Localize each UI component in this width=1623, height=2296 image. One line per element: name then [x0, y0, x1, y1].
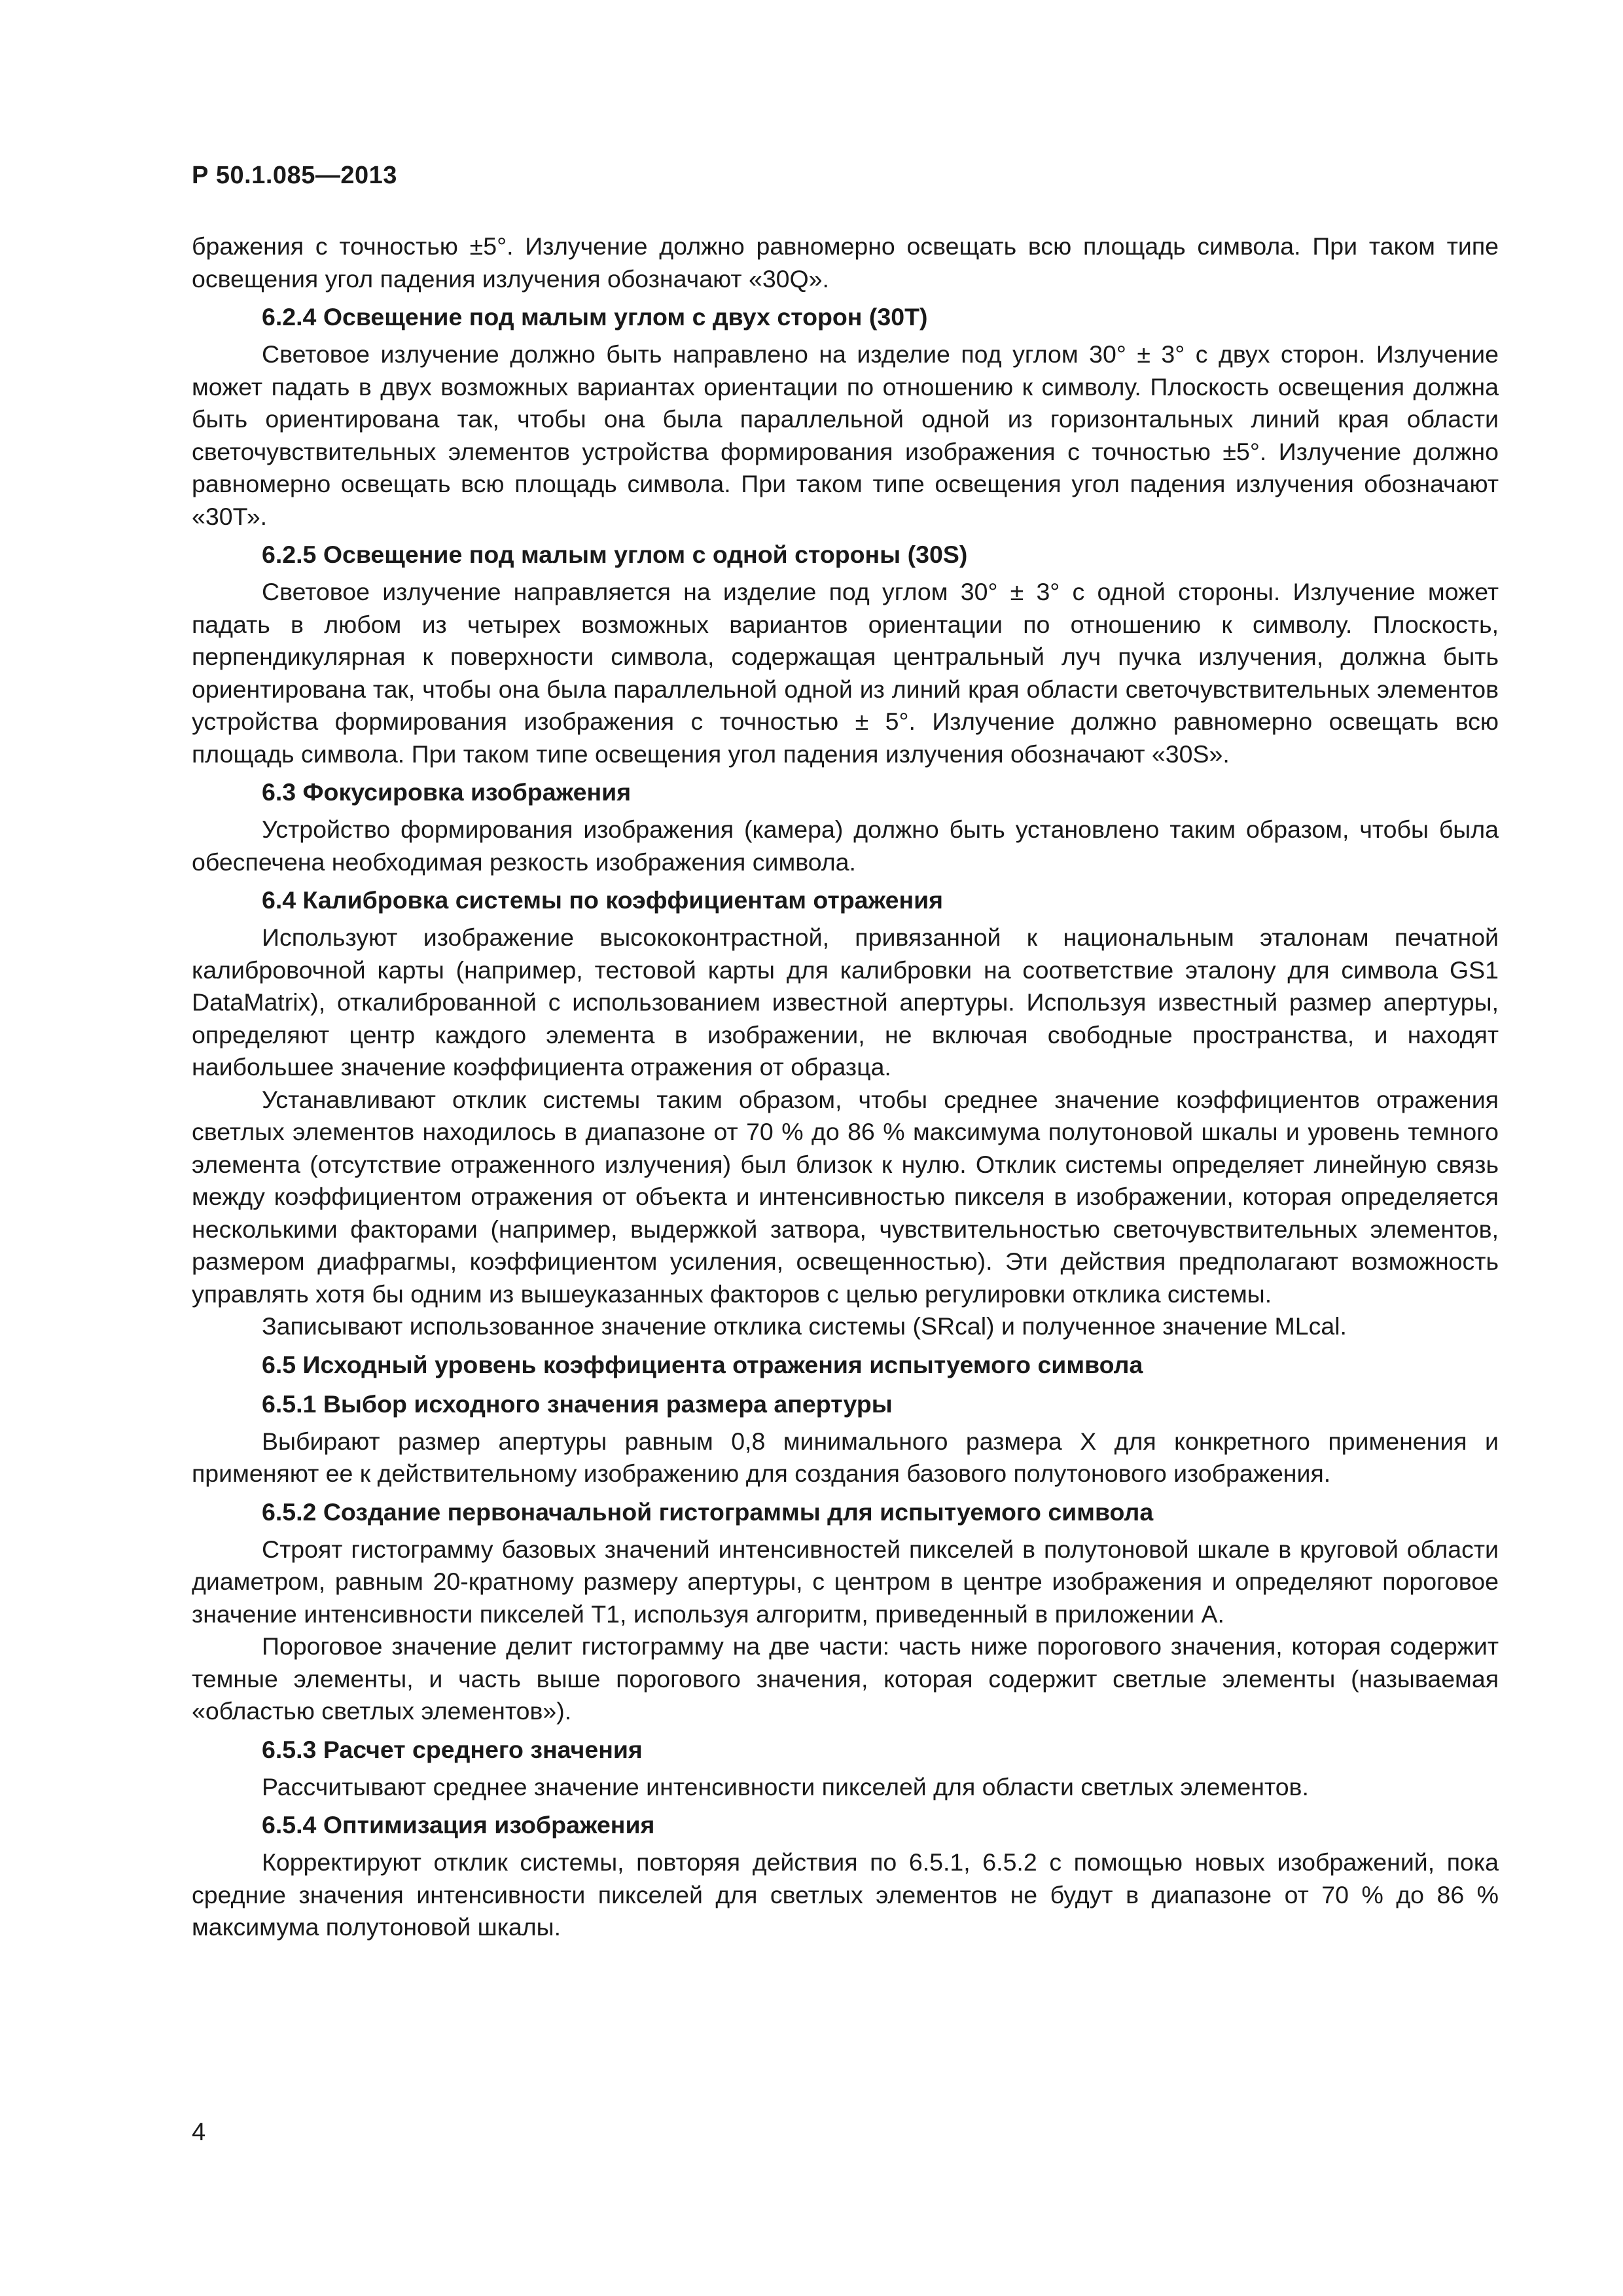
paragraph: бражения с точностью ±5°. Излучение должно равномерно освещать всю площадь символа. При таком типе освещения угол падения излучения обозначают «30Q».	[192, 232, 1499, 293]
paragraph: Устанавливают отклик системы таким образом, чтобы среднее значение коэффициентов отражения светлых элементов находилось в диапазоне от 70 % до 86 % максимума полутоновой шкалы и уровень темного элемента (отсутствие отраженного излучения) был близок к нулю. Отклик системы определяет линейную связь между коэффициентом отражения от объекта и интенсивностью пикселя в изображении, которая определяется несколькими факторами (например, выдержкой затвора, чувствительностью светочувствительных элементов, размером диафрагмы, коэффициентом усиления, освещенностью). Эти действия предполагают возможность управлять хотя бы одним из вышеуказанных факторов с целью регулировки отклика системы.	[192, 1085, 1499, 1308]
section-heading: 6.5.4 Оптимизация изображения	[262, 1811, 655, 1839]
document-body	[192, 230, 1499, 1944]
section-heading: 6.5.2 Создание первоначальной гистограммы для испытуемого символа	[262, 1498, 1154, 1526]
document-code: Р 50.1.085—2013	[192, 162, 397, 189]
paragraph: Рассчитывают среднее значение интенсивности пикселей для области светлых элементов.	[262, 1772, 1309, 1801]
paragraph: Записывают использованное значение отклика системы (SRcal) и полученное значение MLcal.	[262, 1312, 1347, 1340]
section-heading: 6.2.5 Освещение под малым углом с одной стороны (30S)	[262, 541, 968, 568]
section-heading: 6.5 Исходный уровень коэффициента отражения испытуемого символа	[262, 1350, 1143, 1378]
paragraph: Корректируют отклик системы, повторяя действия по 6.5.1, 6.5.2 с помощью новых изображений, пока средние значения интенсивности пикселей для светлых элементов не будут в диапазоне от 70 % до 86 % максимума полутоновой шкалы.	[192, 1848, 1499, 1941]
paragraph: Световое излучение направляется на изделие под углом 30° ± 3° с одной стороны. Излучение может падать в любом из четырех возможных вариантов ориентации по отношению к символу. Плоскость, перпендикулярная к поверхности символа, содержащая центральный луч пучка излучения, должна быть ориентирована так, чтобы она была параллельной одной из линий края области светочувствительных элементов устройства формирования изображения с точностью ± 5°. Излучение должно равномерно освещать всю площадь символа. При таком типе освещения угол падения излучения обозначают «30S».	[192, 578, 1499, 768]
section-heading: 6.3 Фокусировка изображения	[262, 778, 632, 806]
paragraph: Световое излучение должно быть направлено на изделие под углом 30° ± 3° с двух сторон. Излучение может падать в двух возможных вариантах ориентации по отношению к символу. Плоскость освещения должна быть ориентирована так, чтобы она была параллельной одной из горизонтальных линий края области светочувствительных элементов устройства формирования изображения с точностью ±5°. Излучение должно равномерно освещать всю площадь символа. При таком типе освещения угол падения излучения обозначают «30Т».	[192, 340, 1499, 530]
paragraph: Строят гистограмму базовых значений интенсивностей пикселей в полутоновой шкале в круговой области диаметром, равным 20-кратному размеру апертуры, с центром в центре изображения и определяют пороговое значение интенсивности пикселей Т1, используя алгоритм, приведенный в приложении А.	[192, 1535, 1499, 1628]
page-number: 4	[192, 2119, 206, 2146]
section-heading: 6.2.4 Освещение под малым углом с двух сторон (30Т)	[262, 303, 928, 331]
section-heading: 6.5.3 Расчет среднего значения	[262, 1735, 643, 1763]
paragraph: Устройство формирования изображения (камера) должно быть установлено таким образом, чтобы была обеспечена необходимая резкость изображения символа.	[192, 816, 1499, 876]
paragraph: Используют изображение высококонтрастной, привязанной к национальным эталонам печатной калибровочной карты (например, тестовой карты для калибровки на соответствие эталону для символа GS1 DataMatrix), откалиброванной с использованием известной апертуры. Используя известный размер апертуры, определяют центр каждого элемента в изображении, не включая свободные пространства, и находят наибольшее значение коэффициента отражения от образца.	[192, 924, 1499, 1081]
section-heading: 6.5.1 Выбор исходного значения размера апертуры	[262, 1390, 893, 1418]
section-heading: 6.4 Калибровка системы по коэффициентам отражения	[262, 886, 944, 914]
paragraph: Выбирают размер апертуры равным 0,8 минимального размера X для конкретного применения и применяют ее к действительному изображению для создания базового полутонового изображения.	[192, 1427, 1499, 1487]
paragraph: Пороговое значение делит гистограмму на две части: часть ниже порогового значения, которая содержит темные элементы, и часть выше порогового значения, которая содержит светлые элементы (называемая «областью светлых элементов»).	[192, 1632, 1499, 1725]
